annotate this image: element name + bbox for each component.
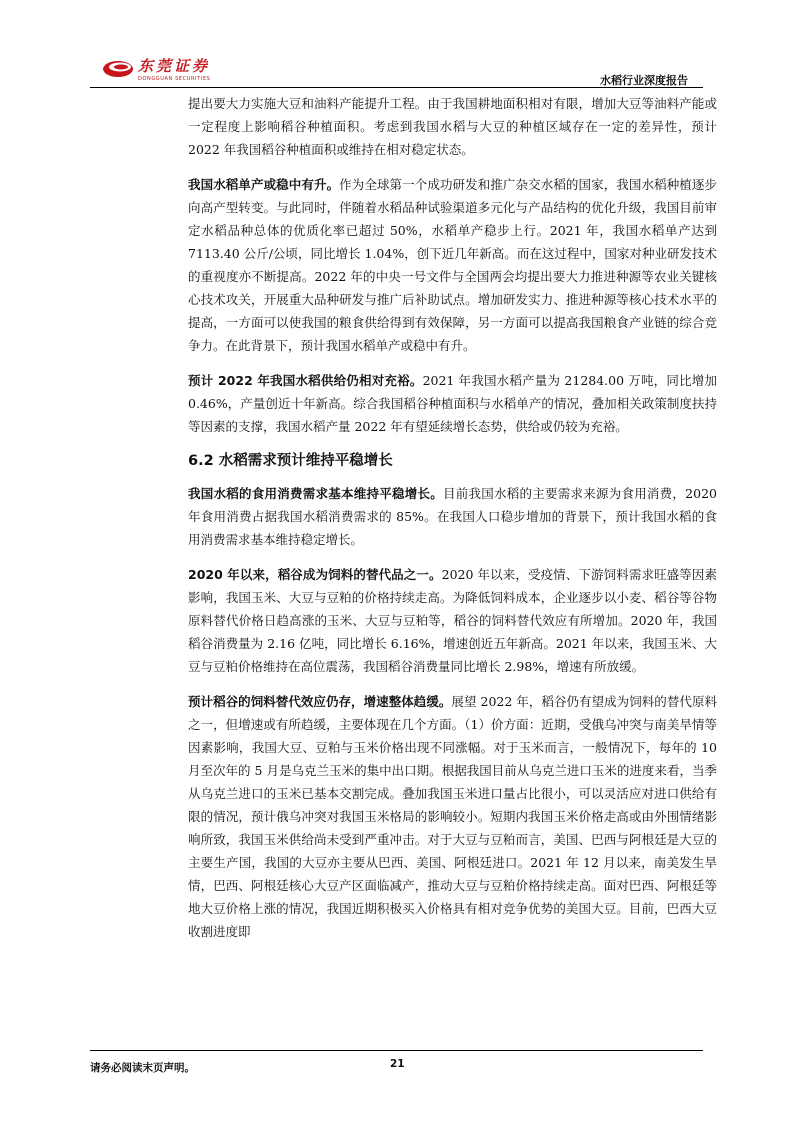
- paragraph: [188, 563, 717, 678]
- logo-text: 东莞证券: [138, 57, 211, 75]
- footer-divider: [90, 1050, 703, 1051]
- paragraph: [188, 369, 717, 438]
- paragraph-text: 作为全球第一个成功研发和推广杂交水稻的国家，我国水稻种植逐步向高产型转变。与此同时，伴随着水稻品种试验渠道多元化与产品结构的优化升级，我国目前审定水稻品种总体的优质化率已超过 50%，水稻单产稳步上行。2021 年，我国水稻单产达到 7113.40 公斤/公顷，同比增长 1.04%，创下近几年新高。而在这过程中，国家对种业研发技术的重视度亦不断提高。2022 年的中央一号文件与全国两会均提出要大力推进种源等农业关键核心技术攻关，开展重大品种研发与推广后补助试点。增加研发实力、推进种源等核心技术水平的提高，一方面可以使我国的粮食供给得到有效保障，另一方面可以提高我国粮食产业链的综合竞争力。在此背景下，预计我国水稻单产或稳中有升。: [188, 177, 717, 353]
- paragraph-text: 2020 年以来，受疫情、下游饲料需求旺盛等因素影响，我国玉米、大豆与豆粕的价格持续走高。为降低饲料成本，企业逐步以小麦、稻谷等谷物原料替代价格日趋高涨的玉米、大豆与豆粕等，稻谷的饲料替代效应有所增加。2020 年，我国稻谷消费量为 2.16 亿吨，同比增长 6.16%，增速创近五年新高。2021 年以来，我国玉米、大豆与豆粕价格维持在高位震荡，我国稻谷消费量同比增长 2.98%，增速有所放缓。: [188, 567, 717, 674]
- paragraph-lead: 2020 年以来，稻谷成为饲料的替代品之一。: [188, 567, 442, 582]
- paragraph-text: 2021 年我国水稻产量为 21284.00 万吨，同比增加 0.46%，产量创近十年新高。综合我国稻谷种植面积与水稻单产的情况，叠加相关政策制度扶持等因素的支撑，我国水稻产量 2022 年有望延续增长态势，供给或仍较为充裕。: [188, 373, 717, 434]
- logo-swoosh-icon: [102, 57, 134, 81]
- paragraph: [188, 690, 717, 943]
- paragraph: [188, 482, 717, 551]
- footer-disclaimer: 请务必阅读末页声明。: [90, 1062, 195, 1074]
- paragraph-text: 目前我国水稻的主要需求来源为食用消费，2020 年食用消费占据我国水稻消费需求的 85%。在我国人口稳步增加的背景下，预计我国水稻的食用消费需求基本维持稳定增长。: [188, 486, 717, 547]
- company-logo: [102, 55, 242, 87]
- header-divider: [90, 87, 703, 88]
- paragraph: [188, 173, 717, 357]
- paragraph-lead: 我国水稻单产或稳中有升。: [188, 177, 340, 192]
- paragraph: [188, 92, 717, 161]
- paragraph-lead: 我国水稻的食用消费需求基本维持平稳增长。: [188, 486, 443, 501]
- logo-english-text: DONGGUAN SECURITIES: [138, 76, 211, 82]
- paragraph-text: 展望 2022 年，稻谷仍有望成为饲料的替代原料之一，但增速或有所趋缓，主要体现在几个方面。（1）价方面：近期，受俄乌冲突与南美旱情等因素影响，我国大豆、豆粕与玉米价格出现不同涨幅。对于玉米而言，一般情况下，每年的 10 月至次年的 5 月是乌克兰玉米的集中出口期。根据我国目前从乌克兰进口玉米的进度来看，当季从乌克兰进口的玉米已基本交割完成。叠加我国玉米进口量占比很小，可以灵活应对进口供给有限的情况，预计俄乌冲突对我国玉米格局的影响较小。短期内我国玉米价格走高或由外围情绪影响所致，我国玉米供给尚未受到严重冲击。对于大豆与豆粕而言，美国、巴西与阿根廷是大豆的主要生产国，我国的大豆亦主要从巴西、美国、阿根廷进口。2021 年 12 月以来，南美发生旱情，巴西、阿根廷核心大豆产区面临减产，推动大豆与豆粕价格持续走高。面对巴西、阿根廷等地大豆价格上涨的情况，我国近期积极买入价格具有相对竞争优势的美国大豆。目前，巴西大豆收割进度即: [188, 694, 717, 939]
- paragraph-text: 提出要大力实施大豆和油料产能提升工程。由于我国耕地面积相对有限，增加大豆等油料产能或一定程度上影响稻谷种植面积。考虑到我国水稻与大豆的种植区域存在一定的差异性，预计 2022 年我国稻谷种植面积或维持在相对稳定状态。: [188, 96, 717, 157]
- report-title: 水稻行业深度报告: [600, 74, 688, 87]
- page-number: 21: [390, 1058, 405, 1070]
- paragraph-lead: 预计 2022 年我国水稻供给仍相对充裕。: [188, 373, 423, 388]
- paragraph-lead: 预计稻谷的饲料替代效应仍存，增速整体趋缓。: [188, 694, 452, 709]
- page-header: [0, 0, 793, 90]
- document-body: [188, 92, 717, 955]
- section-heading: 6.2 水稻需求预计维持平稳增长: [188, 453, 393, 469]
